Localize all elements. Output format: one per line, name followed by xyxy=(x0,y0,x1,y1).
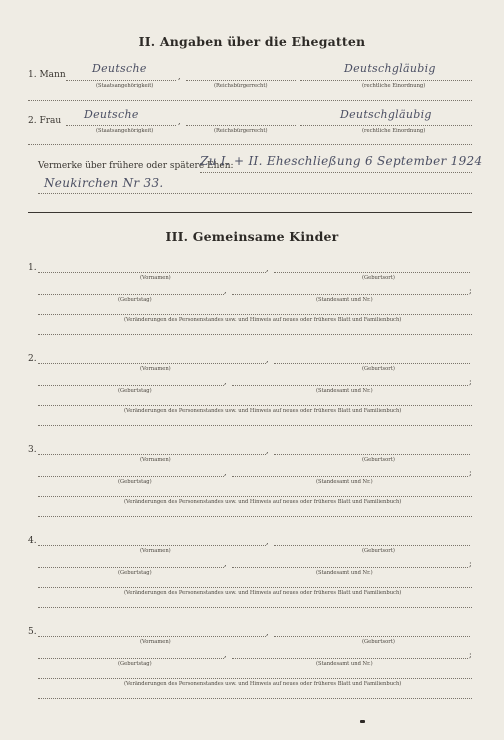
vermerke-line-2[interactable] xyxy=(38,193,472,194)
child-geburtstag-line[interactable] xyxy=(38,385,224,386)
caption-vorname: (Vornamen) xyxy=(140,366,171,372)
child-geburtsort-line[interactable] xyxy=(274,636,470,637)
section-divider xyxy=(28,212,472,213)
vermerke-line-1[interactable] xyxy=(200,172,472,173)
caption-reich-2: (Reichsbürgerrecht) xyxy=(214,128,268,134)
mann-reich-line[interactable] xyxy=(186,80,296,81)
caption-staat: (Staatsangehörigkeit) xyxy=(96,83,154,89)
child-extra-line[interactable] xyxy=(38,607,472,608)
caption-geburtsort: (Geburtsort) xyxy=(362,457,395,463)
caption-standesamt: (Standesamt und Nr.) xyxy=(316,661,373,667)
child-geburtsort-line[interactable] xyxy=(274,363,470,364)
caption-geburtsort: (Geburtsort) xyxy=(362,366,395,372)
child-geburtsort-line[interactable] xyxy=(274,545,470,546)
child-extra-line[interactable] xyxy=(38,516,472,517)
child-number: 4. xyxy=(28,536,37,546)
caption-reich: (Reichsbürgerrecht) xyxy=(214,83,268,89)
caption-vorname: (Vornamen) xyxy=(140,275,171,281)
child-number: 1. xyxy=(28,263,37,273)
caption-religion-2: (rechtliche Einordnung) xyxy=(362,128,426,134)
child-vorname-line[interactable] xyxy=(38,363,266,364)
child-veraenderung-line[interactable] xyxy=(38,496,472,497)
mann-religion-line[interactable] xyxy=(300,80,472,81)
mann-label: 1. Mann xyxy=(28,70,66,80)
child-extra-line[interactable] xyxy=(38,425,472,426)
caption-geburtstag: (Geburtstag) xyxy=(118,570,152,576)
caption-vorname: (Vornamen) xyxy=(140,457,171,463)
caption-geburtsort: (Geburtsort) xyxy=(362,639,395,645)
section-2-title: II. Angaben über die Ehegatten xyxy=(138,34,366,49)
caption-geburtstag: (Geburtstag) xyxy=(118,661,152,667)
caption-geburtsort: (Geburtsort) xyxy=(362,548,395,554)
frau-label: 2. Frau xyxy=(28,116,62,126)
child-vorname-line[interactable] xyxy=(38,272,266,273)
caption-geburtsort: (Geburtsort) xyxy=(362,275,395,281)
child-geburtstag-line[interactable] xyxy=(38,294,224,295)
child-standesamt-line[interactable] xyxy=(232,567,468,568)
child-vorname-line[interactable] xyxy=(38,454,266,455)
caption-standesamt: (Standesamt und Nr.) xyxy=(316,570,373,576)
caption-vorname: (Vornamen) xyxy=(140,548,171,554)
child-number: 2. xyxy=(28,354,37,364)
caption-standesamt: (Standesamt und Nr.) xyxy=(316,297,373,303)
child-number: 3. xyxy=(28,445,37,455)
child-geburtsort-line[interactable] xyxy=(274,272,470,273)
frau-religion-line[interactable] xyxy=(300,125,472,126)
vermerke-label: Vermerke über frühere oder spätere Ehen: xyxy=(38,161,234,171)
caption-veraenderungen: (Veränderungen des Personenstandes usw. und Hinweis auf neues oder früheres Blatt und Familienbuch) xyxy=(124,681,402,687)
frau-religion-value: Deutschgläubig xyxy=(340,108,432,121)
vermerke-value-2: Neukirchen Nr 33. xyxy=(44,176,164,190)
child-standesamt-line[interactable] xyxy=(232,294,468,295)
caption-vorname: (Vornamen) xyxy=(140,639,171,645)
child-geburtstag-line[interactable] xyxy=(38,476,224,477)
caption-veraenderungen: (Veränderungen des Personenstandes usw. und Hinweis auf neues oder früheres Blatt und Familienbuch) xyxy=(124,408,402,414)
child-standesamt-line[interactable] xyxy=(232,385,468,386)
child-geburtstag-line[interactable] xyxy=(38,658,224,659)
child-veraenderung-line[interactable] xyxy=(38,587,472,588)
child-vorname-line[interactable] xyxy=(38,636,266,637)
ink-mark xyxy=(360,720,365,723)
caption-veraenderungen: (Veränderungen des Personenstandes usw. und Hinweis auf neues oder früheres Blatt und Familienbuch) xyxy=(124,590,402,596)
caption-geburtstag: (Geburtstag) xyxy=(118,297,152,303)
child-extra-line[interactable] xyxy=(38,698,472,699)
caption-veraenderungen: (Veränderungen des Personenstandes usw. und Hinweis auf neues oder früheres Blatt und Familienbuch) xyxy=(124,317,402,323)
mann-staat-line[interactable] xyxy=(66,80,176,81)
child-veraenderung-line[interactable] xyxy=(38,314,472,315)
caption-veraenderungen: (Veränderungen des Personenstandes usw. und Hinweis auf neues oder früheres Blatt und Familienbuch) xyxy=(124,499,402,505)
frau-extra-line[interactable] xyxy=(28,144,472,145)
vermerke-value-1: Zu I. + II. Eheschließung 6 September 1924 xyxy=(200,154,483,168)
child-geburtsort-line[interactable] xyxy=(274,454,470,455)
child-veraenderung-line[interactable] xyxy=(38,405,472,406)
child-veraenderung-line[interactable] xyxy=(38,678,472,679)
child-geburtstag-line[interactable] xyxy=(38,567,224,568)
mann-staat-value: Deutsche xyxy=(92,62,147,75)
caption-geburtstag: (Geburtstag) xyxy=(118,388,152,394)
frau-reich-line[interactable] xyxy=(186,125,296,126)
child-number: 5. xyxy=(28,627,37,637)
child-standesamt-line[interactable] xyxy=(232,476,468,477)
caption-standesamt: (Standesamt und Nr.) xyxy=(316,479,373,485)
frau-staat-value: Deutsche xyxy=(84,108,139,121)
mann-religion-value: Deutschgläubig xyxy=(344,62,436,75)
mann-extra-line[interactable] xyxy=(28,100,472,101)
caption-standesamt: (Standesamt und Nr.) xyxy=(316,388,373,394)
child-vorname-line[interactable] xyxy=(38,545,266,546)
caption-religion: (rechtliche Einordnung) xyxy=(362,83,426,89)
section-3-title: III. Gemeinsame Kinder xyxy=(165,229,339,244)
child-standesamt-line[interactable] xyxy=(232,658,468,659)
caption-geburtstag: (Geburtstag) xyxy=(118,479,152,485)
form-page: II. Angaben über die Ehegatten 1. Mann Deutsche , Deutschgläubig (Staatsangehörigkeit) (Reichsbürgerrecht) (rechtliche Einordnung) 2. Frau Deutsche , Deutschgläubig (Staatsangehörigkeit) (Reichsbürgerrecht) (rechtliche Einordnung) Vermerke über frühere oder spätere Ehen: Zu I. + II. Eheschließung 6 September 1924 Neukirchen Nr 33. III. Gemeinsame Kinder 1. , (Vornamen) (Geburtsort) , ; (Geburtstag) (Standesamt und Nr.) (Veränderungen des Personenstandes usw. und Hinweis auf neues oder früheres Blatt und Familienbuch) 2. , (Vornamen) (Geburtsort) , ; (Geburtstag) (Standesamt und Nr.) (Veränderungen des Personenstandes usw. und Hinweis auf neues oder früheres Blatt und Familienbuch) 3. , (Vornamen) (Geburtsort) , ; (Geburtstag) (Standesamt und Nr.) (Veränderungen des Personenstandes usw. und Hinweis auf neues oder früheres Blatt und Familienbuch) 4. , (Vornamen) (Geburtsort) , ; (Geburtstag) (Standesamt und Nr.) (Veränderungen des Personenstandes usw. und Hinweis auf neues oder früheres Blatt und Familienbuch) 5. , (Vornamen) (Geburtsort) , ; (Geburtstag) (Standesamt und Nr.) (Veränderungen des Personenstandes usw. und Hinweis auf neues oder früheres Blatt und Familienbuch) xyxy=(0,0,504,740)
caption-staat-2: (Staatsangehörigkeit) xyxy=(96,128,154,134)
frau-staat-line[interactable] xyxy=(66,125,176,126)
child-extra-line[interactable] xyxy=(38,334,472,335)
